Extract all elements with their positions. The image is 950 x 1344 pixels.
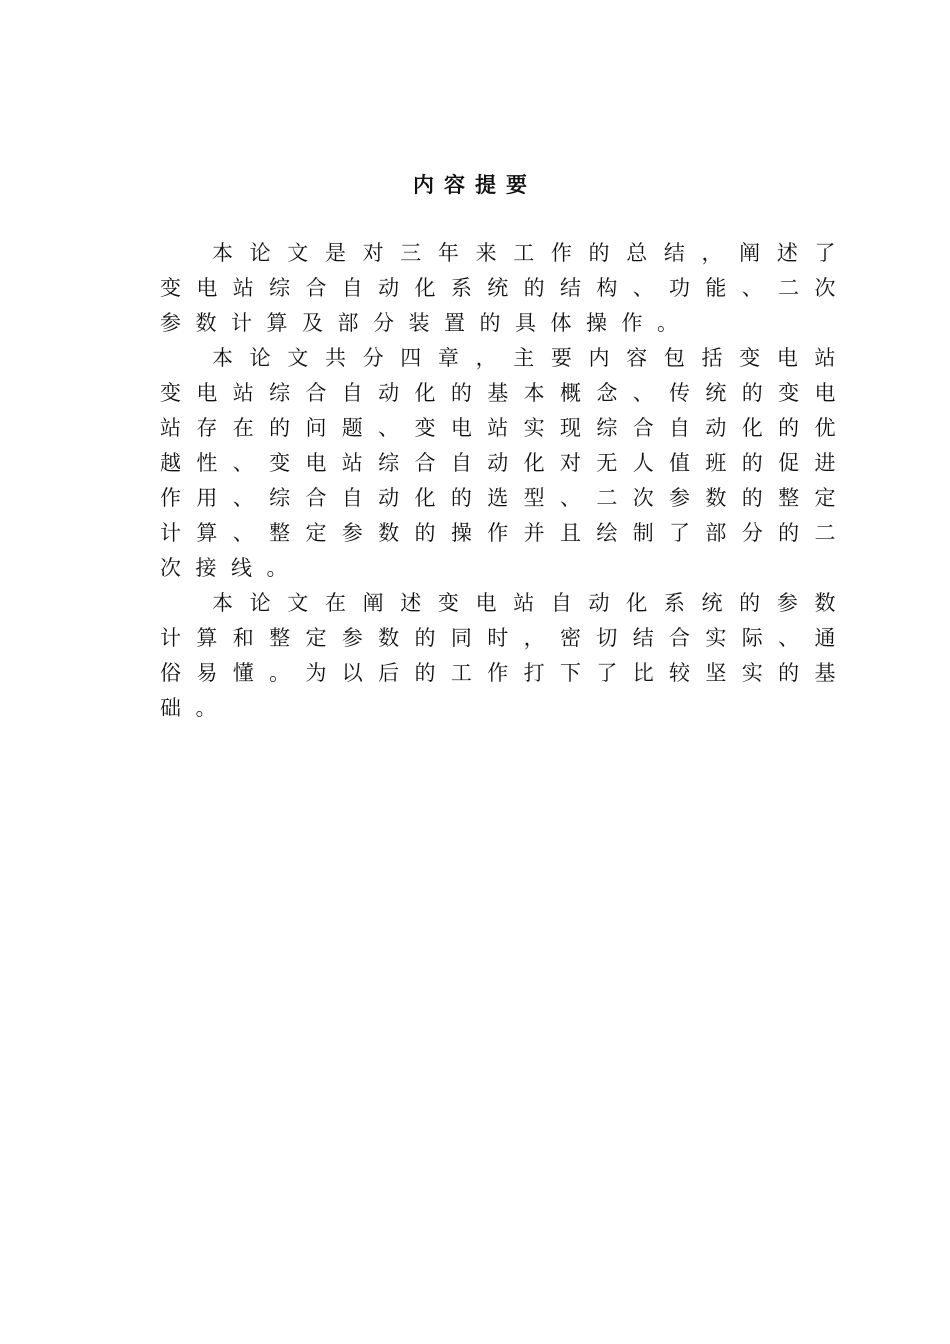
document-title: 内容提要 [413, 173, 537, 197]
paragraph-3: 本论文在阐述变电站自动化系统的参数计算和整定参数的同时，密切结合实际、通俗易懂。为以后的工作打下了比较坚实的基础。 [160, 591, 850, 720]
abstract-body [160, 236, 850, 726]
paragraph-1: 本论文是对三年来工作的总结，阐述了变电站综合自动化系统的结构、功能、二次参数计算及部分装置的具体操作。 [160, 241, 850, 335]
paragraph-2: 本论文共分四章，主要内容包括变电站变电站综合自动化的基本概念、传统的变电站存在的问题、变电站实现综合自动化的优越性、变电站综合自动化对无人值班的促进作用、综合自动化的选型、二次参数的整定计算、整定参数的操作并且绘制了部分的二次接线。 [160, 346, 850, 580]
